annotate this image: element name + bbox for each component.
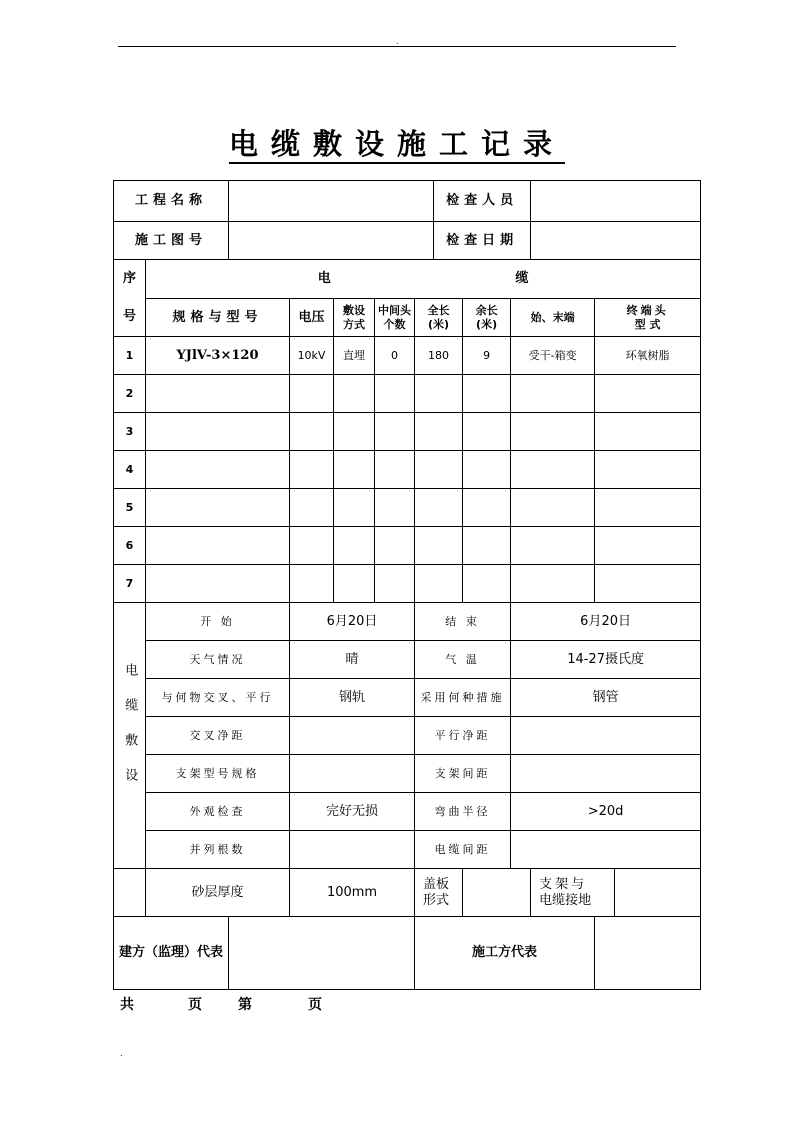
row-no: 7: [114, 565, 146, 603]
row-spec[interactable]: [146, 413, 290, 451]
col-method-2: 方式: [343, 317, 366, 331]
col-joints-2: 个数: [383, 317, 406, 331]
cable-row: [114, 375, 701, 413]
cover-label-1: 盖板: [423, 876, 450, 892]
row-joints[interactable]: [375, 413, 415, 451]
row-total[interactable]: [415, 527, 463, 565]
laying-value-left[interactable]: [290, 717, 415, 755]
row-method[interactable]: [334, 489, 375, 527]
cable-row: [114, 451, 701, 489]
laying-label-right: 平行净距: [415, 717, 511, 755]
grounding-label-1: 支架与: [539, 876, 588, 892]
col-spare-2: (米): [476, 317, 498, 331]
row-spare[interactable]: 9: [463, 337, 511, 375]
col-total-length: [415, 299, 463, 337]
row-voltage[interactable]: [290, 565, 334, 603]
row-joints[interactable]: [375, 489, 415, 527]
laying-value-right[interactable]: >20d: [511, 793, 701, 831]
laying-label-left: 天气情况: [146, 641, 290, 679]
contractor-rep-value[interactable]: [595, 917, 701, 990]
row-ends[interactable]: [511, 451, 595, 489]
row-termination[interactable]: [595, 527, 701, 565]
row-no: 1: [114, 337, 146, 375]
laying-value-left[interactable]: 晴: [290, 641, 415, 679]
laying-row: [114, 641, 701, 679]
cover-value[interactable]: [463, 869, 531, 917]
seq-header-char-2: 号: [122, 309, 136, 324]
row-no: 4: [114, 451, 146, 489]
laying-value-right[interactable]: 6月20日: [511, 603, 701, 641]
laying-label-left: 支架型号规格: [146, 755, 290, 793]
laying-label-left: 开 始: [146, 603, 290, 641]
row-voltage[interactable]: 10kV: [290, 337, 334, 375]
row-voltage[interactable]: [290, 489, 334, 527]
laying-value-right[interactable]: [511, 717, 701, 755]
row-voltage[interactable]: [290, 413, 334, 451]
laying-value-left[interactable]: 6月20日: [290, 603, 415, 641]
header-rule: [118, 46, 676, 47]
col-term-2: 型 式: [634, 317, 661, 331]
laying-label-right: 采用何种措施: [415, 679, 511, 717]
row-spare[interactable]: [463, 375, 511, 413]
row-spec[interactable]: [146, 375, 290, 413]
footer-nth: 第: [238, 997, 252, 1013]
row-voltage[interactable]: [290, 451, 334, 489]
laying-section-text: 电缆敷设: [122, 663, 138, 804]
grounding-label-2: 电缆接地: [539, 892, 592, 908]
laying-label-left: 并列根数: [146, 831, 290, 869]
row-ends[interactable]: [511, 527, 595, 565]
row-spare[interactable]: [463, 527, 511, 565]
row-spare[interactable]: [463, 413, 511, 451]
row-joints[interactable]: [375, 451, 415, 489]
cable-group-right: 缆: [515, 271, 529, 287]
row-method[interactable]: 直埋: [334, 337, 375, 375]
row-spec[interactable]: [146, 565, 290, 603]
contractor-rep-label: 施工方代表: [415, 917, 595, 990]
row-total[interactable]: [415, 413, 463, 451]
laying-row: [114, 679, 701, 717]
row-termination[interactable]: [595, 451, 701, 489]
col-termination: [595, 299, 701, 337]
laying-label-right: 结 束: [415, 603, 511, 641]
laying-row: [114, 793, 701, 831]
cable-row: [114, 413, 701, 451]
sand-row-blank: [114, 869, 146, 917]
row-joints[interactable]: [375, 375, 415, 413]
laying-value-right[interactable]: [511, 755, 701, 793]
laying-label-right: 支架间距: [415, 755, 511, 793]
row-termination[interactable]: [595, 489, 701, 527]
col-voltage: 电压: [290, 299, 334, 337]
grounding-label: [531, 869, 615, 917]
row-total[interactable]: [415, 565, 463, 603]
footer-total: 共: [120, 997, 134, 1013]
drawing-no-label: 施工图号: [114, 222, 229, 260]
cable-group-header: [146, 260, 701, 299]
row-joints[interactable]: [375, 527, 415, 565]
laying-row: [114, 603, 701, 641]
row-method[interactable]: [334, 527, 375, 565]
row-total[interactable]: [415, 489, 463, 527]
row-no: 6: [114, 527, 146, 565]
owner-rep-label: 建方（监理）代表: [114, 917, 229, 990]
row-voltage[interactable]: [290, 375, 334, 413]
row-method[interactable]: [334, 565, 375, 603]
page-count-footer: [120, 994, 322, 1014]
row-spec[interactable]: [146, 489, 290, 527]
col-total-1: 全长: [427, 304, 450, 318]
row-spec[interactable]: YJlV-3×120: [146, 337, 290, 375]
row-method[interactable]: [334, 451, 375, 489]
row-total[interactable]: [415, 451, 463, 489]
footer-dot: .: [120, 1049, 123, 1058]
row-termination[interactable]: 环氧树脂: [595, 337, 701, 375]
row-total[interactable]: 180: [415, 337, 463, 375]
row-ends[interactable]: [511, 375, 595, 413]
laying-label-right: 电缆间距: [415, 831, 511, 869]
laying-section-label: [114, 603, 146, 869]
row-joints[interactable]: 0: [375, 337, 415, 375]
cable-record-table: [113, 180, 701, 990]
col-joints-1: 中间头: [378, 304, 412, 318]
cover-label-2: 形式: [423, 892, 450, 908]
owner-rep-value[interactable]: [229, 917, 415, 990]
page-title: [0, 122, 794, 163]
laying-value-left[interactable]: [290, 831, 415, 869]
laying-label-left: 与何物交叉、平行: [146, 679, 290, 717]
row-termination[interactable]: [595, 565, 701, 603]
project-name-value[interactable]: [229, 181, 434, 222]
col-total-2: (米): [428, 317, 450, 331]
project-name-label: 工程名称: [114, 181, 229, 222]
row-ends[interactable]: [511, 489, 595, 527]
cable-row: [114, 337, 701, 375]
inspect-date-label: 检查日期: [434, 222, 531, 260]
header-dot: .: [396, 37, 399, 46]
inspect-date-value[interactable]: [531, 222, 701, 260]
laying-label-right: 气 温: [415, 641, 511, 679]
row-termination[interactable]: [595, 375, 701, 413]
row-ends[interactable]: [511, 565, 595, 603]
laying-row: [114, 755, 701, 793]
row-spare[interactable]: [463, 489, 511, 527]
sand-value[interactable]: 100mm: [290, 869, 415, 917]
col-method-1: 敷设: [343, 304, 366, 318]
col-spare-1: 余长: [475, 304, 498, 318]
cable-group-left: 电: [317, 271, 331, 287]
grounding-value[interactable]: [615, 869, 701, 917]
row-voltage[interactable]: [290, 527, 334, 565]
row-joints[interactable]: [375, 565, 415, 603]
laying-value-right[interactable]: 14-27摄氏度: [511, 641, 701, 679]
row-no: 3: [114, 413, 146, 451]
laying-row: [114, 831, 701, 869]
row-spec[interactable]: [146, 451, 290, 489]
row-spare[interactable]: [463, 565, 511, 603]
row-ends[interactable]: 受干-箱变: [511, 337, 595, 375]
footer-page: 页: [308, 997, 322, 1013]
laying-value-left[interactable]: [290, 755, 415, 793]
footer-pages: 页: [188, 997, 202, 1013]
row-spare[interactable]: [463, 451, 511, 489]
col-method: [334, 299, 375, 337]
inspector-value[interactable]: [531, 181, 701, 222]
laying-label-right: 弯曲半径: [415, 793, 511, 831]
laying-value-left[interactable]: 完好无损: [290, 793, 415, 831]
seq-header: [114, 260, 146, 337]
drawing-no-value[interactable]: [229, 222, 434, 260]
row-method[interactable]: [334, 375, 375, 413]
laying-label-left: 外观检查: [146, 793, 290, 831]
page-title-text: 电缆敷设施工记录: [229, 127, 565, 164]
row-no: 2: [114, 375, 146, 413]
laying-value-right[interactable]: 钢管: [511, 679, 701, 717]
sand-label: 砂层厚度: [146, 869, 290, 917]
cable-row: [114, 527, 701, 565]
col-spare-length: [463, 299, 511, 337]
row-ends[interactable]: [511, 413, 595, 451]
col-term-1: 终端头: [626, 304, 669, 318]
laying-row: [114, 717, 701, 755]
col-spec: 规格与型号: [146, 299, 290, 337]
col-ends: 始、末端: [511, 299, 595, 337]
laying-label-left: 交叉净距: [146, 717, 290, 755]
cable-row: [114, 565, 701, 603]
row-spec[interactable]: [146, 527, 290, 565]
row-termination[interactable]: [595, 413, 701, 451]
row-no: 5: [114, 489, 146, 527]
row-method[interactable]: [334, 413, 375, 451]
row-total[interactable]: [415, 375, 463, 413]
seq-header-char-1: 序: [122, 271, 136, 287]
laying-value-left[interactable]: 钢轨: [290, 679, 415, 717]
col-joints: [375, 299, 415, 337]
laying-value-right[interactable]: [511, 831, 701, 869]
inspector-label: 检查人员: [434, 181, 531, 222]
cable-row: [114, 489, 701, 527]
cover-label: [415, 869, 463, 917]
